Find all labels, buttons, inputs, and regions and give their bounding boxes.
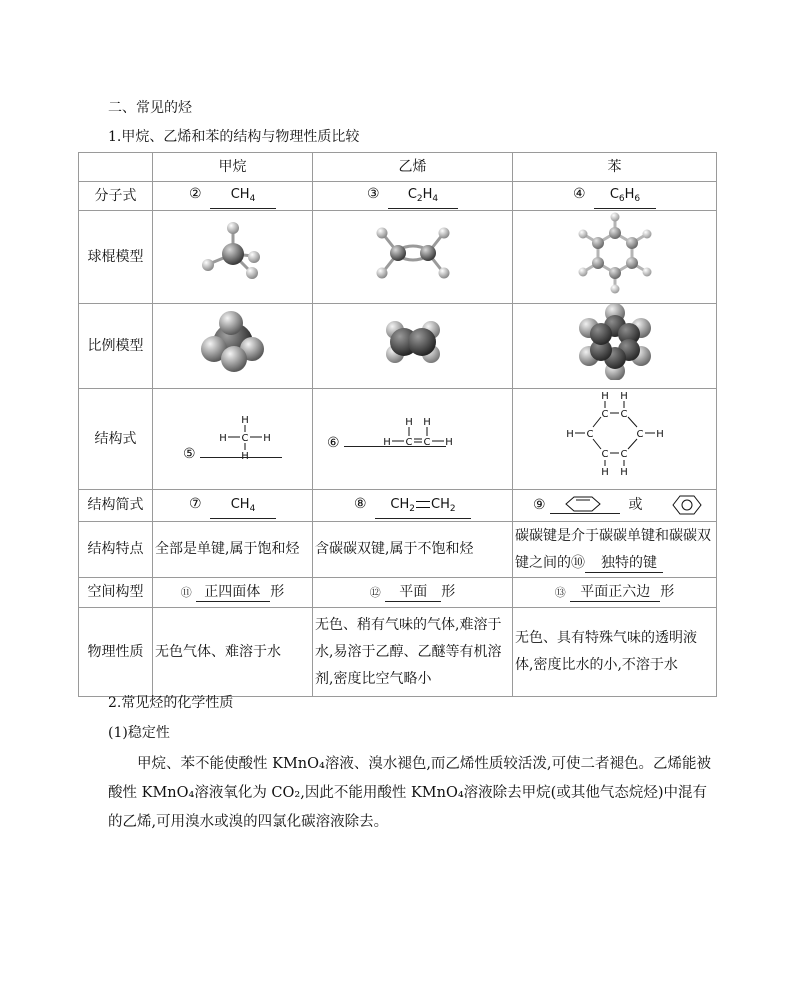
stability-paragraph	[108, 750, 718, 837]
formula-methane	[153, 182, 313, 211]
atom-c: C	[241, 433, 249, 444]
shape-ethylene	[313, 578, 513, 608]
shape-suffix: 形	[270, 584, 285, 600]
paragraph-text: 甲烷、苯不能使酸性 KMnO₄溶液、溴水褪色,而乙烯性质较活泼,可使二者褪色。乙烯能被酸性 KMnO₄溶液氧化为 CO₂,因此不能用酸性 KMnO₄溶液除去甲烷(或其他气态烷烃)中混有的乙烯,可用溴水或溴的四氯化碳溶液除去。	[108, 756, 712, 830]
simple-formula-row	[79, 490, 717, 522]
fill-blank: 平面	[385, 583, 441, 602]
blank-number: ⑪	[180, 586, 192, 599]
feature-row	[79, 522, 717, 578]
space-fill-ethylene	[313, 304, 513, 389]
blank-number: ⑧	[353, 495, 367, 512]
ball-stick-ethylene	[313, 211, 513, 304]
blank-number: ⑩	[571, 554, 585, 571]
methane-space-fill-model	[198, 309, 268, 375]
physical-ethylene: 无色、稍有气味的气体,难溶于水,易溶于乙醇、乙醚等有机溶剂,密度比空气略小	[313, 608, 513, 697]
atom-c: C	[620, 409, 627, 420]
or-word: 或	[628, 497, 643, 513]
comparison-table	[78, 152, 717, 697]
fill-blank: $CH_4$	[210, 496, 276, 519]
blank-number: ⑥	[327, 435, 340, 451]
atom-c: C	[636, 429, 643, 440]
header-ethylene: 乙烯	[313, 153, 513, 182]
fill-blank	[344, 432, 446, 447]
struct-methane	[153, 389, 313, 490]
physical-row	[79, 608, 717, 697]
atom-h: H	[263, 433, 271, 444]
space-fill-row	[79, 304, 717, 389]
struct-ethylene-blank	[327, 432, 446, 455]
row-label-simple: 结构简式	[79, 490, 153, 522]
atom-h: H	[241, 451, 249, 462]
feature-benzene	[513, 522, 717, 578]
benzene-structural-formula	[560, 389, 670, 481]
fill-blank: 正四面体	[196, 583, 270, 602]
ball-stick-benzene	[513, 211, 717, 304]
atom-h: H	[241, 415, 249, 426]
fill-blank: $C_6H_6$	[594, 186, 656, 209]
blank-number: ③	[366, 186, 380, 202]
fill-blank	[550, 497, 620, 514]
blank-number: ⑨	[533, 497, 546, 513]
feature-ethylene: 含碳碳双键,属于不饱和烃	[313, 522, 513, 578]
struct-row	[79, 389, 717, 490]
atom-h: H	[383, 437, 391, 448]
header-row	[79, 153, 717, 182]
atom-h: H	[219, 433, 227, 444]
row-label-physical: 物理性质	[79, 608, 153, 697]
atom-c: C	[601, 449, 608, 460]
corner-cell	[79, 153, 153, 182]
shape-row	[79, 578, 717, 608]
atom-h: H	[619, 467, 628, 478]
atom-h: H	[619, 391, 628, 402]
row-label-shape: 空间构型	[79, 578, 153, 608]
simple-ethylene	[313, 490, 513, 522]
atom-c: C	[620, 449, 627, 460]
subsection-2-title: 2.常见烃的化学性质	[108, 695, 234, 711]
methane-ball-stick-model	[193, 216, 273, 290]
atom-h: H	[405, 417, 413, 428]
formula-benzene	[513, 182, 717, 211]
row-label-space-fill: 比例模型	[79, 304, 153, 389]
atom-c: C	[423, 437, 431, 448]
shape-suffix: 形	[660, 584, 675, 600]
physical-benzene: 无色、具有特殊气味的透明液体,密度比水的小,不溶于水	[513, 608, 717, 697]
atom-c: C	[405, 437, 413, 448]
fill-blank: $C_2H_4$	[388, 186, 458, 209]
fill-blank: $CH_2$ $CH_2$	[375, 496, 471, 519]
benzene-circle-icon	[669, 494, 705, 516]
feature-methane: 全部是单键,属于饱和烃	[153, 522, 313, 578]
section-title: 二、常见的烃	[108, 100, 192, 116]
atom-h: H	[600, 391, 609, 402]
blank-number: ④	[572, 186, 586, 202]
blank-number: ⑤	[183, 446, 196, 462]
simple-methane	[153, 490, 313, 522]
simple-benzene	[513, 490, 717, 522]
shape-methane	[153, 578, 313, 608]
struct-methane-blank	[183, 443, 282, 466]
space-fill-methane	[153, 304, 313, 389]
atom-h: H	[600, 467, 609, 478]
atom-h: H	[655, 429, 664, 440]
row-label-ball-stick: 球棍模型	[79, 211, 153, 304]
physical-methane: 无色气体、难溶于水	[153, 608, 313, 697]
fill-blank	[200, 443, 282, 458]
header-methane: 甲烷	[153, 153, 313, 182]
fill-blank: 平面正六边	[570, 583, 660, 602]
ball-stick-methane	[153, 211, 313, 304]
blank-number: ②	[188, 186, 202, 202]
ethylene-ball-stick-model	[363, 218, 463, 288]
blank-number: ⑦	[188, 495, 202, 512]
fill-blank: $CH_4$	[210, 186, 276, 209]
benzene-kekule-icon	[558, 495, 608, 513]
subsection-2-1-title: (1)稳定性	[108, 725, 170, 741]
shape-benzene	[513, 578, 717, 608]
benzene-space-fill-model	[575, 304, 655, 380]
row-label-struct: 结构式	[79, 389, 153, 490]
benzene-ball-stick-model	[570, 211, 660, 295]
row-label-formula: 分子式	[79, 182, 153, 211]
struct-ethylene	[313, 389, 513, 490]
subsection-1-title: 1.甲烷、乙烯和苯的结构与物理性质比较	[108, 129, 360, 145]
atom-h: H	[565, 429, 574, 440]
row-label-feature: 结构特点	[79, 522, 153, 578]
fill-blank: 独特的键	[585, 554, 663, 573]
atom-c: C	[601, 409, 608, 420]
blank-number: ⑫	[369, 586, 381, 599]
ball-stick-row	[79, 211, 717, 304]
space-fill-benzene	[513, 304, 717, 389]
atom-c: C	[586, 429, 593, 440]
struct-benzene	[513, 389, 717, 490]
atom-h: H	[423, 417, 431, 428]
header-benzene: 苯	[513, 153, 717, 182]
atom-h: H	[445, 437, 453, 448]
feature-benzene-text: 碳碳键是介于碳碳单键和碳碳双键之间的	[515, 527, 711, 571]
formula-ethylene	[313, 182, 513, 211]
blank-number: ⑬	[554, 586, 566, 599]
ethylene-space-fill-model	[373, 312, 453, 372]
formula-row	[79, 182, 717, 211]
shape-suffix: 形	[441, 584, 456, 600]
